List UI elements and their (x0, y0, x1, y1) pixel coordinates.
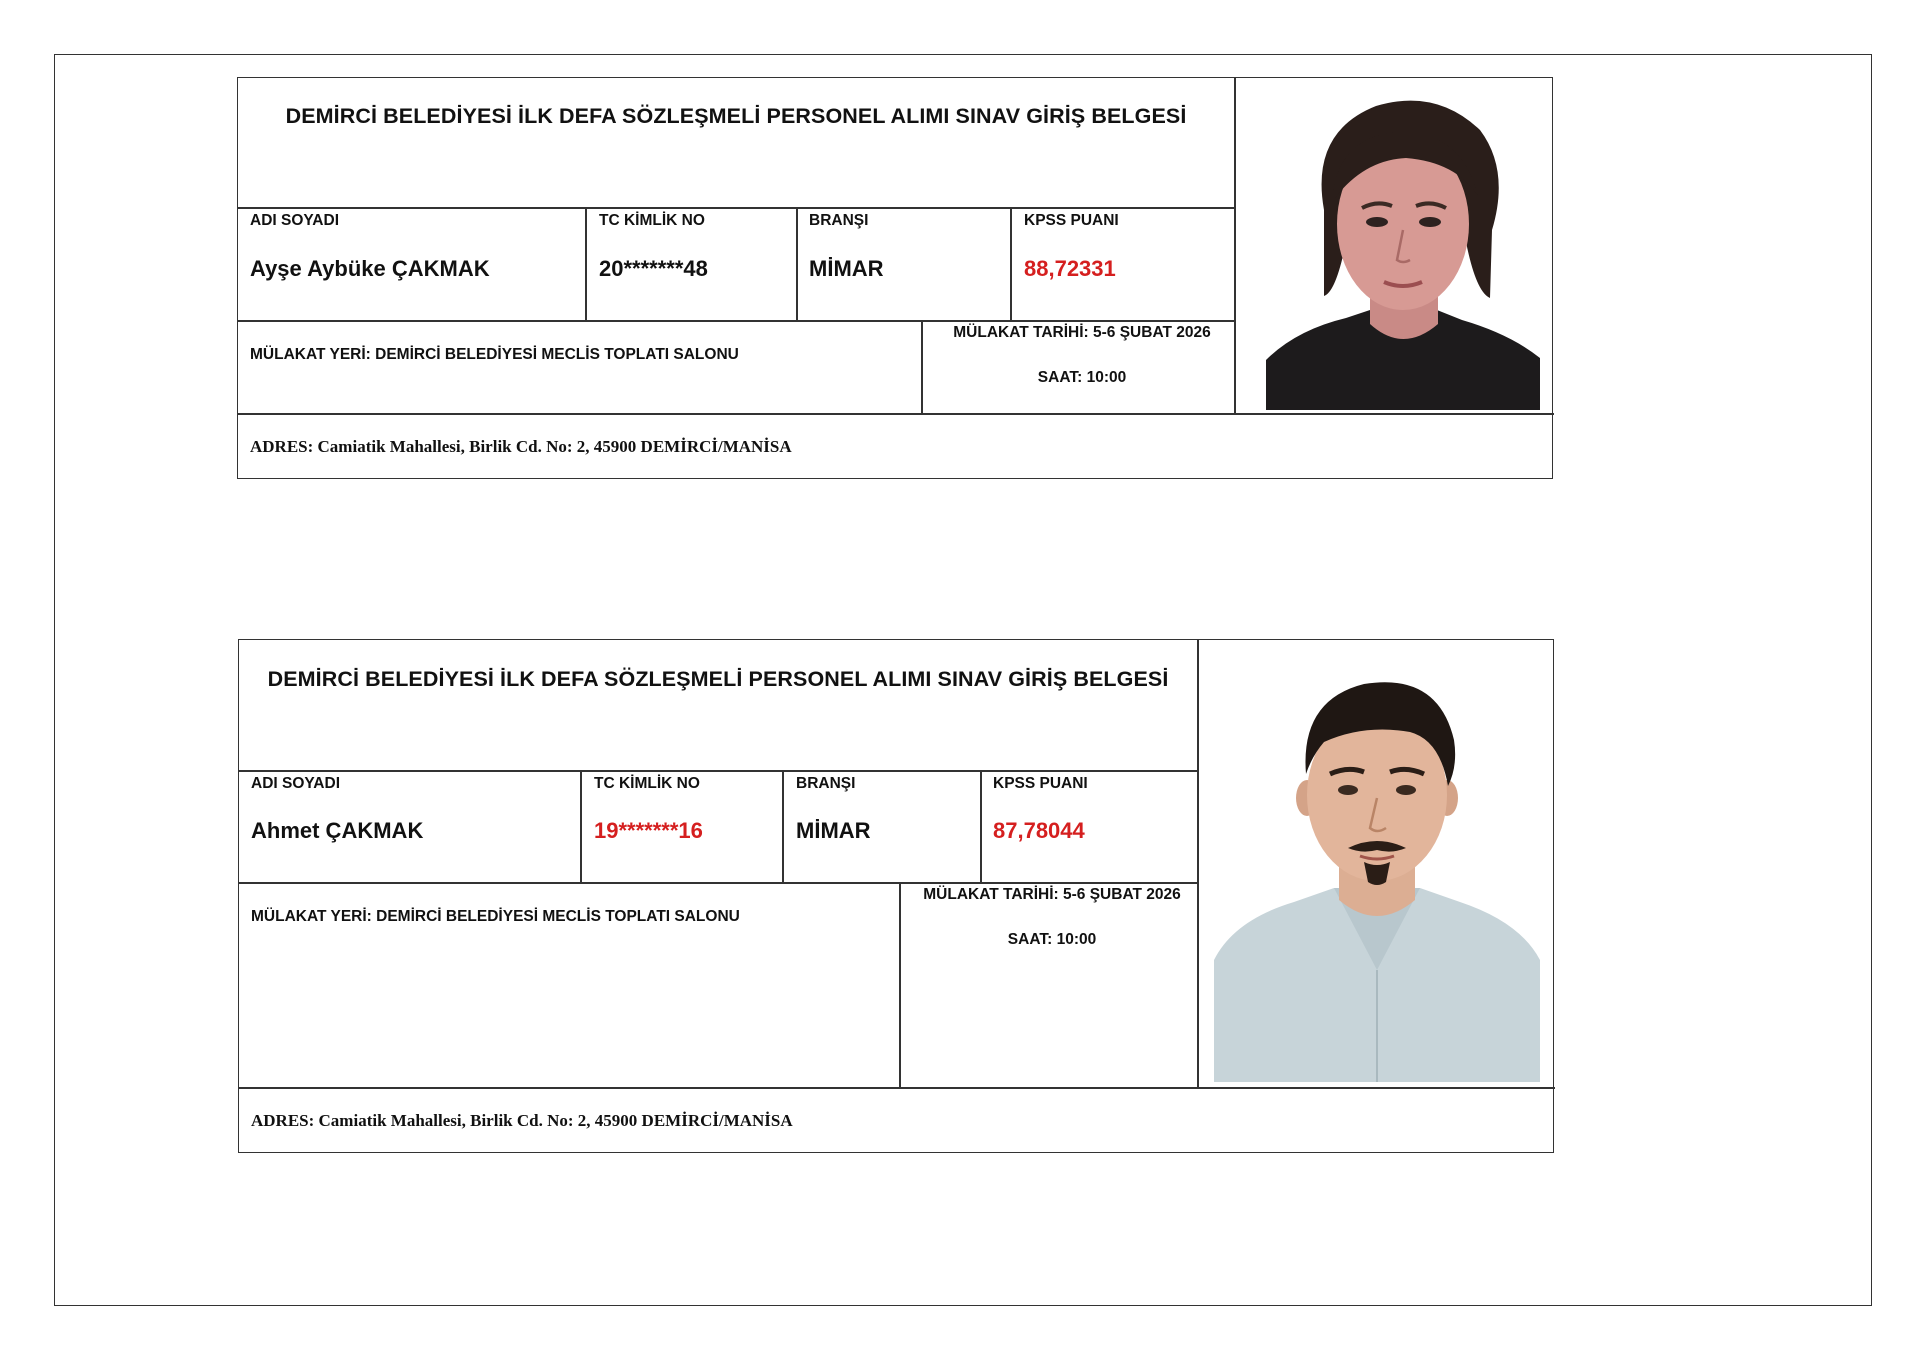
exam-entry-card-2 (238, 639, 1554, 1153)
name-value: Ahmet ÇAKMAK (251, 818, 424, 843)
address: ADRES: Camiatik Mahallesi, Birlik Cd. No: 2, 45900 DEMİRCİ/MANİSA (251, 1111, 793, 1130)
branch-value: MİMAR (809, 256, 884, 281)
tc-value: 20*******48 (599, 256, 708, 281)
kpss-label: KPSS PUANI (993, 775, 1088, 792)
card-title: DEMİRCİ BELEDİYESİ İLK DEFA SÖZLEŞMELİ PERSONEL ALIMI SINAV GİRİŞ BELGESİ (267, 667, 1169, 691)
branch-value: MİMAR (796, 818, 871, 843)
tc-value: 19*******16 (594, 818, 703, 843)
portrait-photo (1214, 670, 1540, 1082)
branch-label: BRANŞI (809, 212, 869, 229)
interview-time: SAAT: 10:00 (1007, 931, 1097, 948)
branch-label: BRANŞI (796, 775, 856, 792)
interview-time: SAAT: 10:00 (1037, 369, 1127, 386)
interview-place: MÜLAKAT YERİ: DEMİRCİ BELEDİYESİ MECLİS TOPLATI SALONU (251, 908, 740, 925)
tc-label: TC KİMLİK NO (599, 212, 705, 229)
portrait-photo (1266, 92, 1540, 410)
interview-date: MÜLAKAT TARİHİ: 5-6 ŞUBAT 2026 (953, 324, 1211, 341)
kpss-value: 88,72331 (1024, 256, 1116, 281)
address: ADRES: Camiatik Mahallesi, Birlik Cd. No: 2, 45900 DEMİRCİ/MANİSA (250, 437, 792, 456)
name-label: ADI SOYADI (251, 775, 341, 792)
interview-date: MÜLAKAT TARİHİ: 5-6 ŞUBAT 2026 (923, 886, 1181, 903)
card-title: DEMİRCİ BELEDİYESİ İLK DEFA SÖZLEŞMELİ PERSONEL ALIMI SINAV GİRİŞ BELGESİ (285, 104, 1187, 128)
name-value: Ayşe Aybüke ÇAKMAK (250, 256, 490, 281)
interview-place: MÜLAKAT YERİ: DEMİRCİ BELEDİYESİ MECLİS TOPLATI SALONU (250, 346, 739, 363)
kpss-label: KPSS PUANI (1024, 212, 1119, 229)
tc-label: TC KİMLİK NO (594, 775, 700, 792)
name-label: ADI SOYADI (250, 212, 340, 229)
exam-entry-card-1 (237, 77, 1553, 479)
kpss-value: 87,78044 (993, 818, 1085, 843)
